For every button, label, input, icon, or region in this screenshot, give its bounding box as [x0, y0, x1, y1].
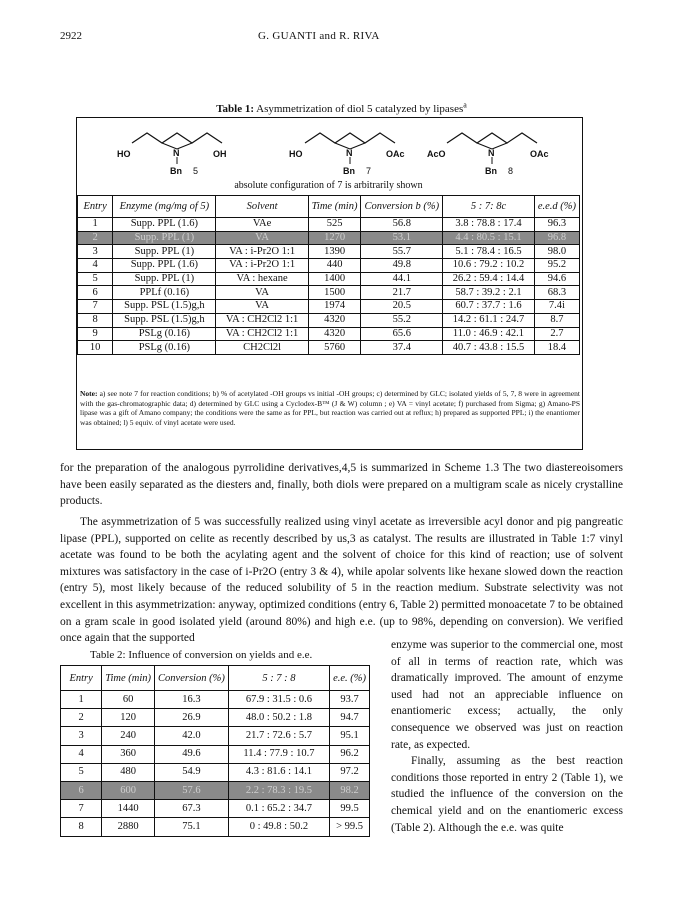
table1-cell: 68.3	[534, 286, 579, 300]
table2-cell: 8	[61, 818, 102, 836]
table2-cell: 2	[61, 709, 102, 727]
table1-cell: 40.7 : 43.8 : 15.5	[443, 341, 535, 355]
table2-cell: 1440	[102, 800, 155, 818]
table1-cell: VA : hexane	[216, 272, 308, 286]
c8-number: 8	[508, 166, 514, 176]
table1-cell: 10.6 : 79.2 : 10.2	[443, 259, 535, 273]
table1-cell: 37.4	[361, 341, 443, 355]
table1-cell: 5	[78, 272, 113, 286]
table1-cell: 1	[78, 218, 113, 232]
table2-cell: 4.3 : 81.6 : 14.1	[228, 763, 329, 781]
table2-cell: 11.4 : 77.9 : 10.7	[228, 745, 329, 763]
table1-cell: 1390	[308, 245, 361, 259]
table2-cell: 93.7	[330, 691, 370, 709]
table2	[60, 665, 370, 837]
table1-cell: VA : i-Pr2O 1:1	[216, 245, 308, 259]
table2-cell: 1	[61, 691, 102, 709]
running-head: G. GUANTI and R. RIVA	[258, 30, 380, 42]
table1-cell: 7	[78, 300, 113, 314]
table2-row	[61, 763, 370, 781]
table2-cell: 42.0	[155, 727, 229, 745]
table1-cell: 96.8	[534, 231, 579, 245]
table2-cell: 21.7 : 72.6 : 5.7	[228, 727, 329, 745]
table1-header-cell: Time (min)	[308, 196, 361, 218]
table2-header-cell: Time (min)	[102, 666, 155, 691]
table1-row	[78, 286, 580, 300]
table1-cell: 26.2 : 59.4 : 14.4	[443, 272, 535, 286]
table1-cell: PPLf (0.16)	[113, 286, 216, 300]
table1-cell: VA	[216, 286, 308, 300]
table2-cell: 95.1	[330, 727, 370, 745]
table1-footnote	[80, 389, 580, 427]
table1-title-text: Asymmetrization of diol 5 catalyzed by lipases	[253, 103, 464, 115]
table1-header-cell: 5 : 7: 8c	[443, 196, 535, 218]
table1-cell: VA	[216, 300, 308, 314]
table1-title-sup: a	[463, 100, 467, 110]
table1-cell: PSLg (0.16)	[113, 341, 216, 355]
table1-row	[78, 327, 580, 341]
table1-cell: 5.1 : 78.4 : 16.5	[443, 245, 535, 259]
table1-cell: VA : CH2Cl2 1:1	[216, 313, 308, 327]
table2-cell: 0 : 49.8 : 50.2	[228, 818, 329, 836]
table1-cell: 98.0	[534, 245, 579, 259]
table1-cell: 4	[78, 259, 113, 273]
table1-cell: 4320	[308, 313, 361, 327]
table1-row	[78, 313, 580, 327]
table2-cell: 360	[102, 745, 155, 763]
table1-cell: 5760	[308, 341, 361, 355]
table1-cell: 440	[308, 259, 361, 273]
table2-header-cell: Entry	[61, 666, 102, 691]
table2-cell: > 99.5	[330, 818, 370, 836]
table1-title-label: Table 1:	[216, 103, 254, 115]
table1-row	[78, 272, 580, 286]
c8-right-group: OAc	[530, 149, 549, 159]
table1-header-cell: Conversion b (%)	[361, 196, 443, 218]
table1-cell: 11.0 : 46.9 : 42.1	[443, 327, 535, 341]
table1-cell: 18.4	[534, 341, 579, 355]
table2-header-cell: 5 : 7 : 8	[228, 666, 329, 691]
table1-cell: Supp. PPL (1.6)	[113, 218, 216, 232]
table1-cell: 55.7	[361, 245, 443, 259]
scheme-drawing	[77, 119, 580, 189]
c8-left-group: AcO	[427, 149, 446, 159]
table2-cell: 57.6	[155, 781, 229, 799]
table1-cell: 4320	[308, 327, 361, 341]
table1-note-label: Note:	[80, 389, 98, 398]
table1-cell: 1270	[308, 231, 361, 245]
table1-cell: 14.2 : 61.1 : 24.7	[443, 313, 535, 327]
table2-row	[61, 818, 370, 836]
table1-header-cell: Solvent	[216, 196, 308, 218]
c8-bn: Bn	[485, 166, 497, 176]
table1-cell: 2	[78, 231, 113, 245]
table1-cell: 1400	[308, 272, 361, 286]
table1-cell: 96.3	[534, 218, 579, 232]
table1-cell: 56.8	[361, 218, 443, 232]
table1-row	[78, 300, 580, 314]
table1-cell: 6	[78, 286, 113, 300]
page-number: 2922	[60, 30, 82, 42]
table1-cell: 55.2	[361, 313, 443, 327]
table1-cell: Supp. PPL (1.6)	[113, 259, 216, 273]
table2-cell: 2.2 : 78.3 : 19.5	[228, 781, 329, 799]
table2-row	[61, 781, 370, 799]
c8-nitrogen: N	[488, 148, 495, 158]
table1-header-cell: Enzyme (mg/mg of 5)	[113, 196, 216, 218]
table2-cell: 67.9 : 31.5 : 0.6	[228, 691, 329, 709]
table1-cell: VAe	[216, 218, 308, 232]
table1-cell: 525	[308, 218, 361, 232]
table2-header-row	[61, 666, 370, 691]
paragraph-2: The asymmetrization of 5 was successfully realized using vinyl acetate as irreversible acyl donor and pig pangreatic lipase (PPL), supported on celite as recently described by us,3 as catalyst. The results are illustrated in Table 1:7 vinyl acetate was found to be both the acylating agent and the solvent of choice for this kind of reaction; use of solvent mixtures was satisfactory in the case of i-Pr2O (entry 3 & 4), while apolar solvents like hexane slowed down the reaction (entry 5), most likely because of the reduced solubility of 5 in the reaction medium. Substrate selectivity was not excellent in this asymmetrization: anyway, optimized conditions (entry 6, Table 2) permitted monoacetate 7 to be obtained on a gram scale in good isolated yield (around 80%) and high e.e. (up to 98%, depending on conversion). We verified once again that the supported	[60, 516, 623, 645]
table1-header-cell: Entry	[78, 196, 113, 218]
reaction-scheme	[77, 119, 580, 189]
side-column	[391, 637, 623, 836]
table1-header-cell: e.e.d (%)	[534, 196, 579, 218]
table1-cell: 3.8 : 78.8 : 17.4	[443, 218, 535, 232]
table1-cell: 8	[78, 313, 113, 327]
table1-cell: 2.7	[534, 327, 579, 341]
table1-cell: VA : CH2Cl2 1:1	[216, 327, 308, 341]
table1-cell: 53.1	[361, 231, 443, 245]
table1	[77, 195, 580, 355]
table2-cell: 4	[61, 745, 102, 763]
table2-cell: 5	[61, 763, 102, 781]
table1-header-row	[78, 196, 580, 218]
paragraph-1: for the preparation of the analogous pyrrolidine derivatives,4,5 is summarized in Scheme 1.3 The two diastereoisomers have been easily separated as the diesters and, finally, both diols were prepared on a multigram scale as nicely crystalline products.	[60, 462, 623, 508]
c5-nitrogen: N	[173, 148, 180, 158]
c7-number: 7	[366, 166, 372, 176]
table1-cell: 1500	[308, 286, 361, 300]
table1-cell: VA	[216, 231, 308, 245]
table1-cell: 3	[78, 245, 113, 259]
table2-cell: 98.2	[330, 781, 370, 799]
table1-cell: 95.2	[534, 259, 579, 273]
side-paragraph-2: Finally, assuming as the best reaction conditions those reported in entry 2 (Table 1), we studied the influence of the conversion on the chemical yield and on the enantiomeric excess (Table 2). Although the e.e. was quite	[391, 755, 623, 834]
table2-cell: 480	[102, 763, 155, 781]
table2-cell: 3	[61, 727, 102, 745]
table1-cell: 65.6	[361, 327, 443, 341]
table2-cell: 0.1 : 65.2 : 34.7	[228, 800, 329, 818]
table1-cell: 7.4i	[534, 300, 579, 314]
table2-cell: 96.2	[330, 745, 370, 763]
table2-row	[61, 727, 370, 745]
table1-row	[78, 259, 580, 273]
table1-cell: 44.1	[361, 272, 443, 286]
table2-cell: 6	[61, 781, 102, 799]
table2-cell: 99.5	[330, 800, 370, 818]
table1-cell: 4.4 : 80.5 : 15.1	[443, 231, 535, 245]
table1-cell: VA : i-Pr2O 1:1	[216, 259, 308, 273]
table2-row	[61, 691, 370, 709]
c7-bn: Bn	[343, 166, 355, 176]
table2-cell: 54.9	[155, 763, 229, 781]
table1-cell: 21.7	[361, 286, 443, 300]
c7-left-group: HO	[289, 149, 303, 159]
table1-cell: Supp. PSL (1.5)g,h	[113, 313, 216, 327]
table2-cell: 2880	[102, 818, 155, 836]
table2-cell: 60	[102, 691, 155, 709]
c5-right-group: OH	[213, 149, 227, 159]
table1-row	[78, 341, 580, 355]
table2-cell: 600	[102, 781, 155, 799]
table2-cell: 48.0 : 50.2 : 1.8	[228, 709, 329, 727]
table2-header-cell: e.e. (%)	[330, 666, 370, 691]
table1-row	[78, 231, 580, 245]
table1-cell: 8.7	[534, 313, 579, 327]
side-paragraph-1: enzyme was superior to the commercial one, most of all in terms of reaction rate, which was dramatically improved. The amount of enzyme used had not an appreciable influence on enantiomeric excess; actually, the only consequence we observed was just on reaction rate, as expected.	[391, 639, 623, 751]
table2-cell: 67.3	[155, 800, 229, 818]
table1-cell: PSLg (0.16)	[113, 327, 216, 341]
table2-cell: 97.2	[330, 763, 370, 781]
table2-row	[61, 745, 370, 763]
table2-cell: 49.6	[155, 745, 229, 763]
table2-cell: 240	[102, 727, 155, 745]
c5-left-group: HO	[117, 149, 131, 159]
table1-cell: 60.7 : 37.7 : 1.6	[443, 300, 535, 314]
scheme-configuration-note: absolute configuration of 7 is arbitrarily shown	[234, 180, 423, 191]
table2-cell: 26.9	[155, 709, 229, 727]
table2-title: Table 2: Influence of conversion on yields and e.e.	[90, 649, 313, 661]
table1-cell: 49.8	[361, 259, 443, 273]
table1-cell: Supp. PSL (1.5)g,h	[113, 300, 216, 314]
c7-nitrogen: N	[346, 148, 353, 158]
table2-row	[61, 709, 370, 727]
table1-row	[78, 245, 580, 259]
table1-title	[0, 100, 683, 115]
c7-right-group: OAc	[386, 149, 405, 159]
table1-cell: 10	[78, 341, 113, 355]
table2-header-cell: Conversion (%)	[155, 666, 229, 691]
c5-bn: Bn	[170, 166, 182, 176]
table2-cell: 120	[102, 709, 155, 727]
table1-cell: 94.6	[534, 272, 579, 286]
table1-note-text: a) see note 7 for reaction conditions; b) % of acetylated -OH groups vs initial -OH groups; c) determined by GLC; isolated yields of 5, 7, 8 were in agreement with the gas-chromatographic data; d) determined by GLC using a Cyclodex-B™ (J & W) column ; e) VA = vinyl acetate; f) purchased from Sigma; g) Amano-PS lipase was a gift of Amano company; the conditions were the same as for PPL, but reaction was carried out at reflux; h) prepared as supported PPL; i) the enantiomer was obtained; l) 5 equiv. of vinyl acetate were used.	[80, 389, 580, 427]
table1-cell: 58.7 : 39.2 : 2.1	[443, 286, 535, 300]
table1-cell: 9	[78, 327, 113, 341]
table1-cell: Supp. PPL (1)	[113, 245, 216, 259]
table1-cell: CH2Cl2l	[216, 341, 308, 355]
table1-cell: 20.5	[361, 300, 443, 314]
table2-cell: 7	[61, 800, 102, 818]
c5-number: 5	[193, 166, 199, 176]
table1-cell: Supp. PPL (1)	[113, 231, 216, 245]
table1-row	[78, 218, 580, 232]
table2-cell: 94.7	[330, 709, 370, 727]
table2-cell: 16.3	[155, 691, 229, 709]
table2-cell: 75.1	[155, 818, 229, 836]
table2-row	[61, 800, 370, 818]
table1-cell: Supp. PPL (1)	[113, 272, 216, 286]
table1-cell: 1974	[308, 300, 361, 314]
